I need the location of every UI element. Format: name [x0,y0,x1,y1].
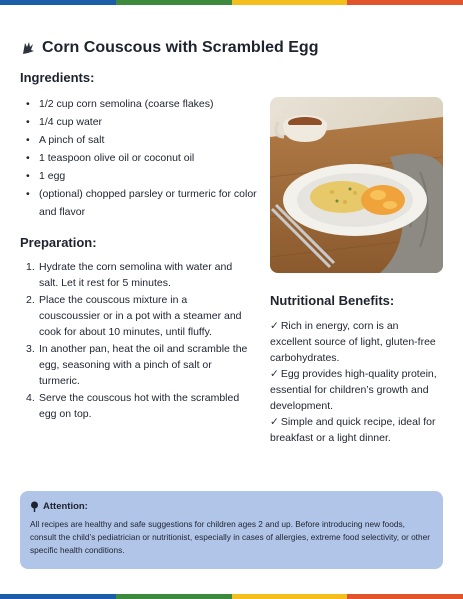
stripe-red [347,0,463,5]
benefit-text: Rich in energy, corn is an excellent source of light, gluten-free carbohydrates. [270,320,436,364]
bottom-color-stripe [0,594,463,599]
preparation-step [26,390,248,422]
recipe-title [20,39,318,57]
stripe-green [116,0,232,5]
step-number: 4. [26,392,35,404]
stripe-yellow [232,594,348,599]
ingredients-heading: Ingredients: [20,70,95,85]
recipe-title-text: Corn Couscous with Scrambled Egg [42,39,319,56]
preparation-heading: Preparation: [20,235,97,250]
ingredient-item: • 1 egg [26,167,258,185]
benefit-text: Egg provides high-quality protein, essential for children’s growth and development. [270,368,437,412]
benefit-item [270,366,442,414]
ingredient-item: • 1/4 cup water [26,113,258,131]
step-number: 2. [26,294,35,306]
step-number: 1. [26,261,35,273]
attention-title [30,501,433,512]
attention-title-text: Attention: [43,501,88,512]
top-color-stripe [0,0,463,5]
step-text: In another pan, heat the oil and scramble the egg, seasoning with a pinch of salt or turmeric. [39,343,248,387]
step-text: Place the couscous mixture in a couscoussier or in a pot with a steamer and cook for about 10 minutes, until fluffy. [39,294,242,338]
couscous-plate-illustration [270,97,443,273]
ingredient-item: • 1/2 cup corn semolina (coarse flakes) [26,95,258,113]
preparation-step [26,259,248,291]
benefits-list [270,318,442,446]
ingredient-item: • 1 teaspoon olive oil or coconut oil [26,149,258,167]
stripe-yellow [232,0,348,5]
benefit-text: Simple and quick recipe, ideal for breakfast or a light dinner. [270,416,436,444]
benefit-item [270,414,442,446]
benefits-heading: Nutritional Benefits: [270,293,395,308]
step-number: 3. [26,343,35,355]
corn-leaf-icon [20,40,36,56]
preparation-step [26,292,248,340]
check-icon: ✓ [270,416,279,428]
attention-box [20,491,443,569]
check-icon: ✓ [270,368,279,380]
ingredients-list [26,95,258,221]
pin-icon [30,501,39,512]
check-icon: ✓ [270,320,279,332]
couscous-plate-photo [270,97,443,273]
benefit-item [270,318,442,366]
ingredient-item: • A pinch of salt [26,131,258,149]
step-text: Hydrate the corn semolina with water and salt. Let it rest for 5 minutes. [39,261,233,289]
ingredient-item: • (optional) chopped parsley or turmeric for color and flavor [26,185,258,221]
preparation-step [26,341,248,389]
stripe-red [347,594,463,599]
preparation-steps [26,259,248,423]
stripe-green [116,594,232,599]
step-text: Serve the couscous hot with the scrambled egg on top. [39,392,240,420]
stripe-blue [0,594,116,599]
attention-body: All recipes are healthy and safe suggestions for children ages 2 and up. Before introducing new foods, consult the child’s pediatrician or nutritionist, especially in cases of allergies, extreme food selectivity, or other specific health conditions. [30,519,430,555]
stripe-blue [0,0,116,5]
